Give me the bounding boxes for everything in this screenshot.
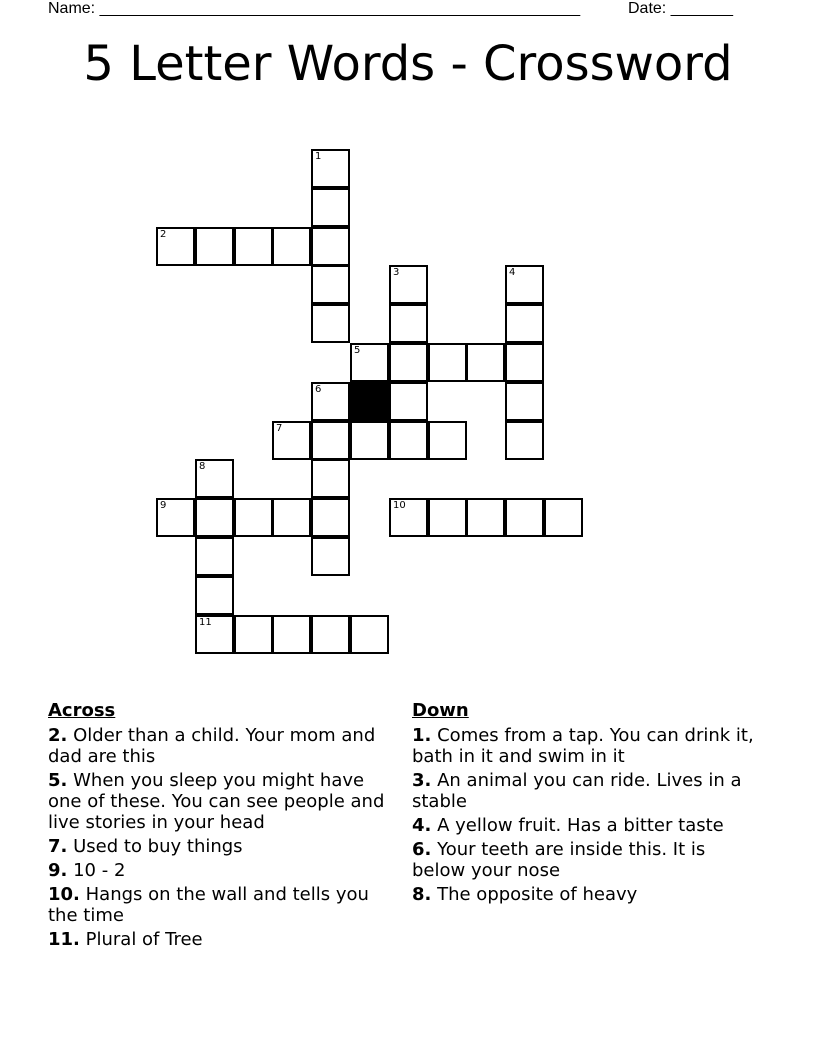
name-field-label: Name: ______________________________________________________ — [48, 0, 581, 17]
crossword-cell[interactable] — [234, 615, 273, 654]
cell-number: 3 — [393, 267, 400, 278]
clue-down-1 — [412, 725, 757, 767]
crossword-cell[interactable] — [311, 304, 350, 343]
cell-number: 6 — [315, 384, 322, 395]
crossword-cell[interactable] — [311, 537, 350, 576]
cell-number: 10 — [393, 500, 406, 511]
clue-number: 1. — [412, 725, 432, 746]
crossword-cell[interactable] — [195, 227, 234, 266]
cell-number: 1 — [315, 151, 322, 162]
cell-number: 5 — [354, 345, 361, 356]
clue-down-8 — [412, 884, 757, 905]
clue-text: Used to buy things — [73, 836, 243, 857]
clue-across-10 — [48, 884, 393, 926]
crossword-cell[interactable] — [272, 421, 311, 460]
clue-text: Comes from a tap. You can drink it, bath in it and swim in it — [412, 725, 754, 767]
cell-number: 7 — [276, 423, 283, 434]
cell-number: 9 — [160, 500, 167, 511]
clue-text: 10 - 2 — [73, 860, 126, 881]
crossword-cell[interactable] — [311, 149, 350, 188]
crossword-cell[interactable] — [505, 343, 544, 382]
crossword-cell[interactable] — [311, 459, 350, 498]
clue-across-9 — [48, 860, 393, 881]
crossword-cell[interactable] — [505, 265, 544, 304]
crossword-cell[interactable] — [195, 615, 234, 654]
crossword-cell[interactable] — [156, 498, 195, 537]
crossword-cell[interactable] — [389, 343, 428, 382]
clue-down-3 — [412, 770, 757, 812]
clue-text: The opposite of heavy — [437, 884, 638, 905]
clue-number: 8. — [412, 884, 432, 905]
cell-number: 8 — [199, 461, 206, 472]
crossword-cell[interactable] — [389, 265, 428, 304]
cell-number: 11 — [199, 617, 212, 628]
crossword-cell[interactable] — [156, 227, 195, 266]
crossword-cell[interactable] — [195, 498, 234, 537]
crossword-cell[interactable] — [505, 498, 544, 537]
crossword-cell[interactable] — [350, 615, 389, 654]
crossword-cell[interactable] — [350, 421, 389, 460]
crossword-cell[interactable] — [389, 382, 428, 421]
crossword-cell[interactable] — [389, 498, 428, 537]
crossword-cell[interactable] — [389, 304, 428, 343]
clue-number: 5. — [48, 770, 68, 791]
crossword-cell[interactable] — [272, 498, 311, 537]
clue-number: 11. — [48, 929, 80, 950]
crossword-cell[interactable] — [505, 304, 544, 343]
crossword-cell[interactable] — [311, 615, 350, 654]
clue-number: 9. — [48, 860, 68, 881]
across-heading: Across — [48, 700, 116, 721]
crossword-cell[interactable] — [505, 421, 544, 460]
clue-number: 2. — [48, 725, 68, 746]
crossword-cell[interactable] — [311, 421, 350, 460]
clue-text: Your teeth are inside this. It is below your nose — [412, 839, 706, 881]
clue-across-2 — [48, 725, 393, 767]
across-clues-section — [48, 700, 393, 953]
crossword-cell[interactable] — [272, 615, 311, 654]
crossword-cell[interactable] — [311, 382, 350, 421]
clue-down-6 — [412, 839, 757, 881]
clue-number: 6. — [412, 839, 432, 860]
clue-text: When you sleep you might have one of these. You can see people and live stories in your head — [48, 770, 385, 833]
crossword-cell[interactable] — [428, 343, 467, 382]
clue-down-4 — [412, 815, 757, 836]
clue-text: Hangs on the wall and tells you the time — [48, 884, 369, 926]
clue-across-7 — [48, 836, 393, 857]
clue-text: A yellow fruit. Has a bitter taste — [437, 815, 724, 836]
clue-number: 7. — [48, 836, 68, 857]
crossword-cell[interactable] — [428, 421, 467, 460]
crossword-cell[interactable] — [195, 537, 234, 576]
crossword-cell[interactable] — [311, 498, 350, 537]
crossword-cell[interactable] — [428, 498, 467, 537]
crossword-cell[interactable] — [544, 498, 583, 537]
clue-across-11 — [48, 929, 393, 950]
clue-text: An animal you can ride. Lives in a stable — [412, 770, 742, 812]
clue-number: 10. — [48, 884, 80, 905]
crossword-cell[interactable] — [350, 343, 389, 382]
crossword-cell[interactable] — [195, 576, 234, 615]
down-heading: Down — [412, 700, 469, 721]
cell-number: 2 — [160, 229, 167, 240]
crossword-cell[interactable] — [466, 343, 505, 382]
clue-across-5 — [48, 770, 393, 833]
crossword-cell[interactable] — [311, 188, 350, 227]
crossword-cell[interactable] — [272, 227, 311, 266]
clue-text: Plural of Tree — [85, 929, 203, 950]
clue-number: 4. — [412, 815, 432, 836]
crossword-cell[interactable] — [466, 498, 505, 537]
crossword-cell[interactable] — [234, 498, 273, 537]
crossword-cell[interactable] — [311, 227, 350, 266]
crossword-cell[interactable] — [234, 227, 273, 266]
down-clues-section — [412, 700, 757, 908]
crossword-cell[interactable] — [195, 459, 234, 498]
worksheet-header — [48, 0, 768, 22]
page-title: 5 Letter Words - Crossword — [83, 36, 733, 92]
date-field-label: Date: _______ — [628, 0, 733, 17]
clue-text: Older than a child. Your mom and dad are this — [48, 725, 376, 767]
crossword-cell[interactable] — [389, 421, 428, 460]
crossword-cell[interactable] — [311, 265, 350, 304]
crossword-cell[interactable] — [505, 382, 544, 421]
crossword-block — [350, 382, 389, 421]
cell-number: 4 — [509, 267, 516, 278]
clue-number: 3. — [412, 770, 432, 791]
